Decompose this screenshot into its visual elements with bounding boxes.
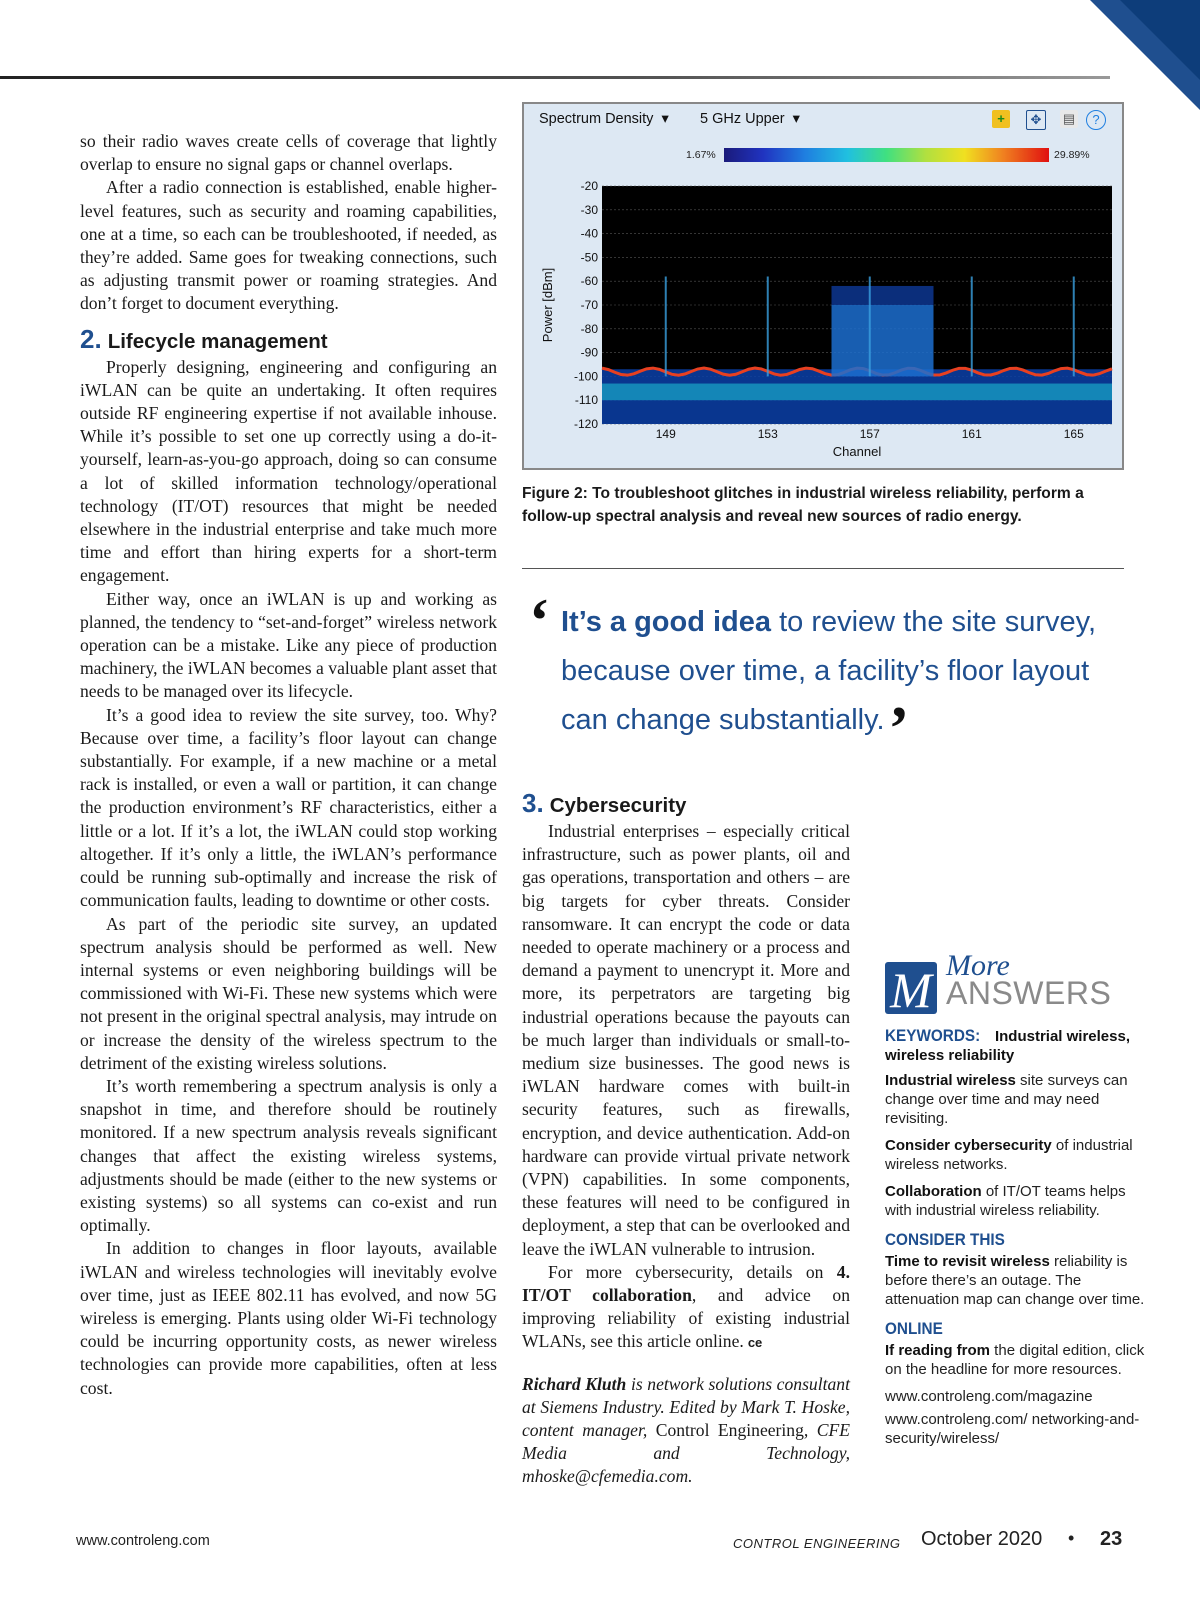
- y-tick-label: -120: [573, 417, 598, 431]
- y-tick-label: -100: [573, 369, 598, 384]
- paragraph: For more cybersecurity, details on 4. IT/OT collaboration, and advice on improving reliability of existing industrial WLANs, see this article online. ce: [522, 1261, 850, 1352]
- link-magazine[interactable]: www.controleng.com/magazine: [885, 1388, 1093, 1405]
- footer-publication: CONTROL ENGINEERING: [733, 1536, 901, 1551]
- paragraph: After a radio connection is established, enable higher-level features, such as security and roaming capabilities, one at a time, so each can be troubleshooted, if needed, as they’re added. Same goes for tweaking connections, such as adjusting transmit power or roaming strategies. And don’t forget to document everything.: [80, 177, 497, 314]
- y-tick-label: -60: [580, 274, 598, 289]
- wideband-signal-top: [832, 286, 934, 305]
- spectrum-chart: [524, 104, 1122, 468]
- y-tick-label: -70: [580, 298, 598, 312]
- pull-quote-bold: It’s a good idea: [561, 606, 772, 638]
- consider-section: CONSIDER THIS Time to revisit wireless reliability is before there’s an outage. The attenuation map can change over time.: [885, 1230, 1145, 1308]
- keywords-section: KEYWORDS: Industrial wireless, wireless reliability: [885, 1026, 1130, 1064]
- y-axis-label: Power [dBm]: [540, 267, 555, 343]
- x-tick-label: 161: [961, 427, 982, 441]
- paragraph: It’s a good idea to review the site survey, too. Why? Because over time, a facility’s floor layout can change substantially. For example, if a new machine or a metal rack is installed, or even a wall or partition, it can change the production environment’s RF characteristics, either a little or a lot. If it’s a lot, the iWLAN could stop working altogether. If it’s only a little, the iWLAN’s performance could be running sub-optimally and increase the risk of communication faults, leading to downtime or other costs.: [80, 704, 497, 911]
- section-heading-lifecycle: [80, 323, 497, 355]
- section-number: 2.: [80, 323, 102, 354]
- paragraph: As part of the periodic site survey, an updated spectrum analysis should be performed as well. New internal systems or even neighboring buildings will be commissioned with Wi-Fi. These new systems which were not present in the original spectral analysis, may intrude on or increase the density of the wireless spectrum to the detriment of the existing wireless solutions.: [80, 913, 497, 1073]
- mode-dropdown[interactable]: Spectrum Density ▾: [539, 111, 669, 127]
- x-tick-label: 157: [859, 427, 880, 441]
- y-tick-label: -110: [574, 393, 598, 408]
- article-column-2: [522, 790, 850, 1489]
- open-quote-icon: ‘: [529, 587, 550, 655]
- paragraph: so their radio waves create cells of coverage that lightly overlap to ensure no signal gaps or channel overlaps.: [80, 131, 497, 175]
- spectrum-figure: [522, 102, 1124, 470]
- x-tick-label: 165: [1063, 427, 1084, 441]
- author-byline: Richard Kluth is network solutions consultant at Siemens Industry. Edited by Mark T. Hoske, content manager, Control Engineering, CFE Media and Technology, mhoske@cfemedia.com.: [522, 1373, 850, 1487]
- ce-end-mark: ce: [747, 1335, 763, 1351]
- colorbar-min-label: 1.67%: [686, 149, 716, 161]
- y-tick-label: -20: [580, 179, 598, 193]
- section-heading-cybersecurity: [522, 790, 850, 819]
- page-number: 23: [1100, 1528, 1123, 1550]
- footer-url[interactable]: www.controleng.com: [76, 1533, 210, 1549]
- pull-quote: [529, 587, 1122, 763]
- article-link[interactable]: 4. IT/OT collaboration: [522, 1261, 850, 1306]
- close-quote-icon: ’: [888, 695, 910, 763]
- more-answers-logo: M More ANSWERS: [885, 962, 1155, 1022]
- sidebar-item: Collaboration of IT/OT teams helps with industrial wireless reliability.: [885, 1183, 1126, 1219]
- online-section: ONLINE If reading from the digital edition, click on the headline for more resources. www.controleng.com/magazine www.controleng.com/ networking-and-security/wireless/: [885, 1319, 1155, 1448]
- section-title: Cybersecurity: [549, 794, 687, 817]
- section-number: 3.: [522, 788, 544, 818]
- band-dropdown[interactable]: 5 GHz Upper ▾: [700, 111, 800, 127]
- x-tick-label: 149: [655, 427, 676, 441]
- paragraph: Properly designing, engineering and configuring an iWLAN can be quite an undertaking. It often requires outside RF engineering expertise if not available inhouse. While it’s possible to set one up correctly using a do-it-yourself, learn-as-you-go approach, doing so can consume a lot of skilled information technology/operational technology (IT/OT) resources that might be needed elsewhere in the industrial enterprise and take much more time and effort than hiring experts for a short-term engagement.: [80, 356, 497, 586]
- paragraph: In addition to changes in floor layouts, available iWLAN and wireless technologies will inevitably evolve over time, just as IEEE 802.11 has evolved, and now 5G wireless is emerging. Plants using older Wi-Fi technology could be incurring opportunity costs, as newer wireless technologies can provide more capabilities, often at less cost.: [80, 1238, 497, 1398]
- y-tick-label: -90: [580, 345, 598, 360]
- wideband-signal: [832, 305, 934, 376]
- footer-date: October 2020: [921, 1528, 1043, 1550]
- x-axis-label: Channel: [832, 444, 882, 459]
- paragraph: It’s worth remembering a spectrum analysis is only a snapshot in time, and therefore should be routinely monitored. If a new spectrum analysis reveals significant changes that affect the existing wireless systems, adjustments should be made (either to the new systems or existing systems) so all systems can co-exist and run optimally.: [80, 1075, 497, 1236]
- colorbar-max-label: 29.89%: [1054, 149, 1090, 161]
- move-icon[interactable]: ✥: [1026, 110, 1046, 130]
- y-tick-label: -80: [580, 321, 598, 336]
- corner-decoration-dark: [1120, 0, 1200, 80]
- paragraph: Industrial enterprises – especially critical infrastructure, such as power plants, oil and gas operations, transportation and others – are big targets for cyber threats. Consider ransomware. It can encrypt the code or data needed to operate machinery or a process and demand a payment to unencrypt it. More and more, its perpetrators are targeting big industrial operations because the payouts can be much larger than individuals or small-to-medium size businesses. The good news is iWLAN hardware comes with built-in security features, such as firewalls, encryption, and device authentication. Add-on hardware can provide virtual private network (VPN) capabilities. In some components, these features will need to be configured in deployment, a step that can be overlooked and leave the iWLAN vulnerable to intrusion.: [522, 821, 850, 1259]
- link-wireless[interactable]: www.controleng.com/ networking-and-security/wireless/: [885, 1411, 1140, 1447]
- pull-quote-text: to review the site survey, because over time, a facility’s floor layout can change substantially.: [561, 606, 1097, 736]
- caption-rule: [522, 568, 1124, 569]
- y-tick-label: -50: [580, 250, 598, 265]
- add-icon[interactable]: +: [992, 110, 1010, 128]
- section-title: Lifecycle management: [107, 329, 328, 353]
- figure-caption: Figure 2: To troubleshoot glitches in industrial wireless reliability, perform a follow-up spectral analysis and reveal new sources of radio energy.: [522, 485, 1084, 526]
- sidebar-item: Industrial wireless site surveys can change over time and may need revisiting.: [885, 1072, 1128, 1127]
- x-tick-label: 153: [757, 427, 778, 441]
- noise-band-mid: [602, 384, 1112, 401]
- m-logo-icon: M: [885, 962, 937, 1014]
- article-column-1: [80, 130, 497, 1400]
- header-rule: [0, 76, 1110, 79]
- paragraph: Either way, once an iWLAN is up and working as planned, the tendency to “set-and-forget” wireless network operation can be a mistake. Like any piece of production machinery, the iWLAN becomes a valuable plant asset that needs to be managed over its lifecycle.: [80, 588, 497, 702]
- y-tick-label: -30: [580, 202, 598, 217]
- export-icon[interactable]: ▤: [1060, 110, 1078, 128]
- y-tick-label: -40: [580, 226, 598, 241]
- sidebar-item: Consider cybersecurity of industrial wireless networks.: [885, 1137, 1133, 1173]
- more-answers-sidebar: [885, 949, 1155, 1448]
- help-icon[interactable]: ?: [1086, 110, 1106, 130]
- footer-bullet: •: [1068, 1528, 1075, 1548]
